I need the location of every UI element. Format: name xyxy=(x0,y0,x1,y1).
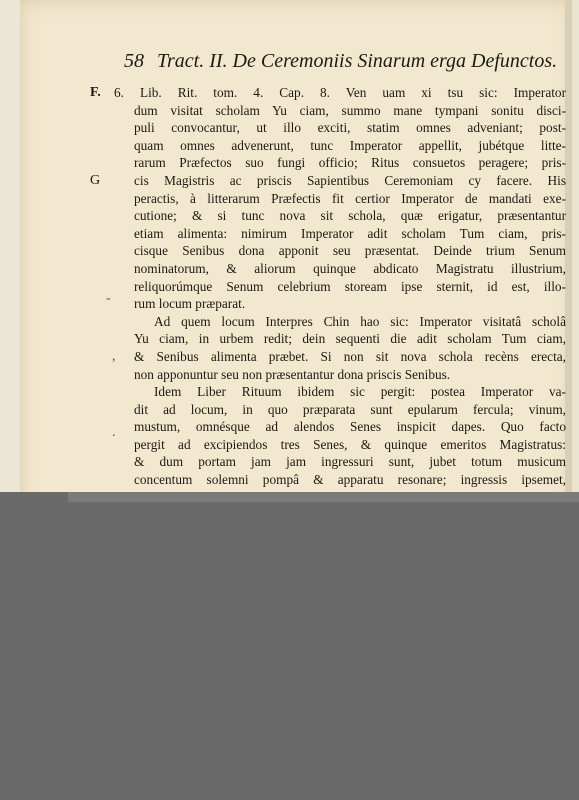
text-line: pergit ad excipiendos tres Senes, & quinque emeritos Magistratus: xyxy=(134,436,566,452)
text-line: etiam alimenta: nimirum Imperator adit scholam Tum ciam, pris- xyxy=(134,225,566,241)
text-line: Ad quem locum Interpres Chin hao sic: Imperator visitatâ scholâ xyxy=(154,313,566,329)
text-line: rum locum præparat. xyxy=(134,296,246,312)
text-line: mustum, omnésque ad alendos Senes inspicit dapes. Quo facto xyxy=(134,419,566,435)
scan-left-margin xyxy=(0,0,20,528)
margin-mark: , xyxy=(112,349,116,364)
body-text xyxy=(90,84,566,541)
scan-cover-area xyxy=(0,492,579,800)
text-line: cis Magistris ac priscis Sapientibus Ceremoniam cy facere. His xyxy=(134,172,566,188)
margin-note-g: G xyxy=(90,173,101,188)
text-line: cisque Senibus dona apponit seu præsentat. Deinde trium Senum xyxy=(134,243,566,259)
text-line: dum visitat scholam Yu ciam, summo mane tympani sonitu disci- xyxy=(134,102,566,118)
text-line: quam omnes advenerunt, tunc Imperator appellit, jubétque litte- xyxy=(134,137,566,153)
text-line: dit ad locum, in quo præparata sunt epularum fercula; vinum, xyxy=(134,401,566,417)
page-number: 58 xyxy=(124,50,144,72)
margin-mark: . xyxy=(112,425,116,440)
scan-cover-edge xyxy=(68,492,579,502)
text-line: & dum portam jam jam ingressuri sunt, jubet totum musicum xyxy=(134,454,566,470)
text-line: Yu ciam, in urbem redit; dein sequenti die adit scholam Tum ciam, xyxy=(134,331,566,347)
text-line: & Senibus alimenta præbet. Si non sit nova schola recèns erecta, xyxy=(134,348,566,364)
running-header xyxy=(124,50,574,73)
text-line: rarum Præfectos suo fungi officio; Ritus consuetos peragere; pris- xyxy=(134,155,566,171)
text-line: concentum solemni pompâ & apparatu resonare; ingressis ipsemet, xyxy=(134,472,566,488)
margin-mark: - xyxy=(106,291,111,306)
page-edge xyxy=(565,0,572,528)
text-line: Idem Liber Rituum ibidem sic pergit: postea Imperator va- xyxy=(154,384,566,400)
text-line: non apponuntur seu non præsentantur dona priscis Senibus. xyxy=(134,366,451,382)
running-title: Tract. II. De Ceremoniis Sinarum erga Defunctos. xyxy=(157,50,558,72)
text-line: puli convocantur, ut illo exciti, statim omnes adveniant; post- xyxy=(134,120,566,136)
margin-note-f: F. xyxy=(90,85,101,100)
text-line: 6. Lib. Rit. tom. 4. Cap. 8. Ven uam xi tsu sic: Imperator xyxy=(114,85,566,100)
text-line: peractis, à litterarum Præfectis fit certior Imperator de mandati exe- xyxy=(134,190,566,206)
text-line: cutione; & si tunc nova sit schola, quæ erigatur, præsentantur xyxy=(134,208,566,224)
text-line: reliquorúmque Senum celebrium stoream ipse sternit, id est, illo- xyxy=(134,278,566,294)
text-line: nominatorum, & aliorum quinque abdicato Magistratu illustrium, xyxy=(134,260,566,276)
